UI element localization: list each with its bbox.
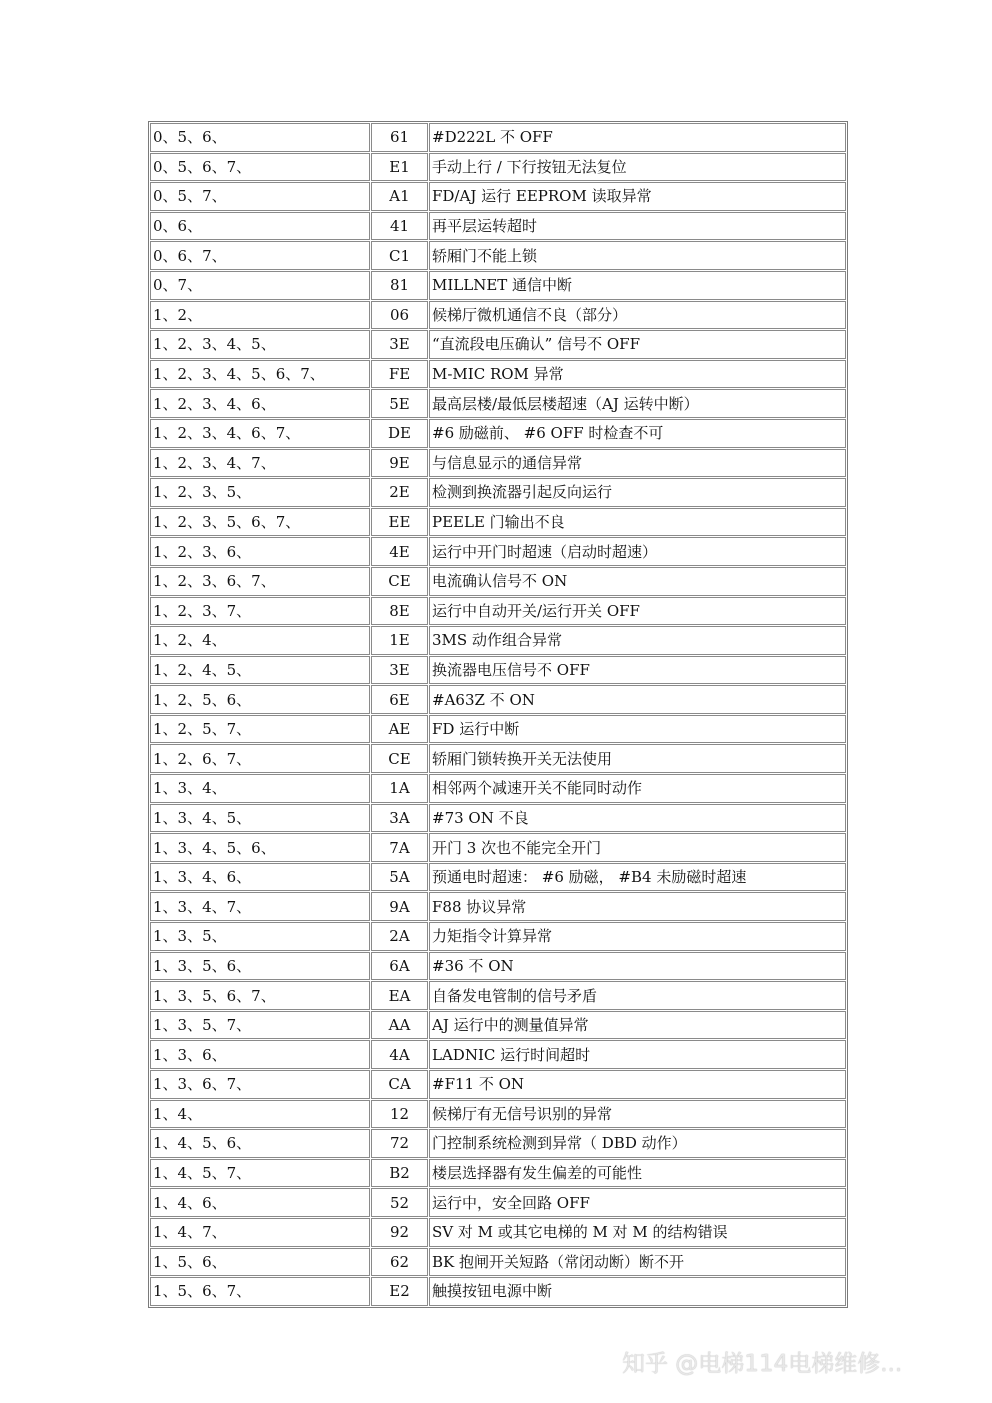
fault-code-cell: 06: [371, 301, 428, 330]
table-row: [150, 952, 846, 981]
fault-description-cell: PEELE 门输出不良: [429, 508, 846, 537]
table-row: [150, 744, 846, 773]
fault-description-cell: 电流确认信号不 ON: [429, 567, 846, 596]
fault-code-cell: 2A: [371, 922, 428, 951]
fault-code-cell: 81: [371, 271, 428, 300]
led-combination-cell: 1、3、5、6、: [150, 952, 370, 981]
fault-code-cell: 3A: [371, 804, 428, 833]
table-row: [150, 508, 846, 537]
table-row: [150, 981, 846, 1010]
table-row: [150, 1040, 846, 1069]
fault-description-cell: 力矩指令计算异常: [429, 922, 846, 951]
table-row: [150, 1218, 846, 1247]
fault-code-cell: E2: [371, 1277, 428, 1306]
fault-description-cell: 与信息显示的通信异常: [429, 449, 846, 478]
fault-description-cell: 手动上行 / 下行按钮无法复位: [429, 153, 846, 182]
led-combination-cell: 1、3、4、6、: [150, 863, 370, 892]
table-row: [150, 774, 846, 803]
table-row: [150, 1159, 846, 1188]
led-combination-cell: 1、4、5、7、: [150, 1159, 370, 1188]
fault-description-cell: AJ 运行中的测量值异常: [429, 1011, 846, 1040]
led-combination-cell: 1、2、4、5、: [150, 656, 370, 685]
fault-description-cell: 检测到换流器引起反向运行: [429, 478, 846, 507]
led-combination-cell: 0、5、6、7、: [150, 153, 370, 182]
led-combination-cell: 1、2、3、6、: [150, 537, 370, 566]
fault-description-cell: 候梯厅有无信号识别的异常: [429, 1100, 846, 1129]
table-row: [150, 656, 846, 685]
fault-description-cell: FD/AJ 运行 EEPROM 读取异常: [429, 182, 846, 211]
table-row: [150, 922, 846, 951]
fault-code-cell: 4E: [371, 537, 428, 566]
fault-description-cell: 自备发电管制的信号矛盾: [429, 981, 846, 1010]
fault-code-cell: 61: [371, 123, 428, 152]
fault-description-cell: “直流段电压确认” 信号不 OFF: [429, 330, 846, 359]
table-row: [150, 597, 846, 626]
fault-code-cell: 3E: [371, 656, 428, 685]
fault-description-cell: FD 运行中断: [429, 715, 846, 744]
led-combination-cell: 1、2、5、6、: [150, 685, 370, 714]
led-combination-cell: 0、5、7、: [150, 182, 370, 211]
led-combination-cell: 1、2、3、5、: [150, 478, 370, 507]
led-combination-cell: 1、4、5、6、: [150, 1129, 370, 1158]
led-combination-cell: 1、2、4、: [150, 626, 370, 655]
led-combination-cell: 1、2、: [150, 301, 370, 330]
table-row: [150, 833, 846, 862]
led-combination-cell: 1、5、6、7、: [150, 1277, 370, 1306]
led-combination-cell: 1、3、4、7、: [150, 892, 370, 921]
led-combination-cell: 1、3、6、: [150, 1040, 370, 1069]
fault-code-cell: A1: [371, 182, 428, 211]
led-combination-cell: 1、3、5、7、: [150, 1011, 370, 1040]
fault-code-cell: EE: [371, 508, 428, 537]
led-combination-cell: 1、2、6、7、: [150, 744, 370, 773]
table-row: [150, 478, 846, 507]
table-row: [150, 360, 846, 389]
fault-code-cell: CA: [371, 1070, 428, 1099]
led-combination-cell: 1、2、3、4、5、: [150, 330, 370, 359]
fault-code-cell: C1: [371, 241, 428, 270]
fault-code-cell: 72: [371, 1129, 428, 1158]
led-combination-cell: 1、4、6、: [150, 1188, 370, 1217]
fault-code-cell: 62: [371, 1248, 428, 1277]
fault-code-table: [148, 121, 848, 1308]
fault-code-cell: DE: [371, 419, 428, 448]
fault-description-cell: 触摸按钮电源中断: [429, 1277, 846, 1306]
table-row: [150, 537, 846, 566]
fault-description-cell: #36 不 ON: [429, 952, 846, 981]
table-row: [150, 1011, 846, 1040]
table-row: [150, 626, 846, 655]
fault-code-cell: 3E: [371, 330, 428, 359]
fault-description-cell: M-MIC ROM 异常: [429, 360, 846, 389]
led-combination-cell: 1、3、4、: [150, 774, 370, 803]
fault-code-cell: 41: [371, 212, 428, 241]
fault-description-cell: 相邻两个减速开关不能同时动作: [429, 774, 846, 803]
table-row: [150, 1277, 846, 1306]
table-row: [150, 715, 846, 744]
table-row: [150, 389, 846, 418]
fault-code-cell: 52: [371, 1188, 428, 1217]
fault-description-cell: LADNIC 运行时间超时: [429, 1040, 846, 1069]
fault-code-cell: CE: [371, 744, 428, 773]
fault-code-cell: B2: [371, 1159, 428, 1188]
table-row: [150, 182, 846, 211]
fault-description-cell: SV 对 M 或其它电梯的 M 对 M 的结构错误: [429, 1218, 846, 1247]
table-row: [150, 892, 846, 921]
led-combination-cell: 0、6、7、: [150, 241, 370, 270]
led-combination-cell: 1、3、5、6、7、: [150, 981, 370, 1010]
led-combination-cell: 1、2、3、7、: [150, 597, 370, 626]
fault-code-cell: E1: [371, 153, 428, 182]
fault-description-cell: #6 励磁前、 #6 OFF 时检查不可: [429, 419, 846, 448]
fault-code-cell: 9E: [371, 449, 428, 478]
fault-code-cell: 5E: [371, 389, 428, 418]
led-combination-cell: 1、2、3、4、6、7、: [150, 419, 370, 448]
fault-description-cell: 最高层楼/最低层楼超速（AJ 运转中断）: [429, 389, 846, 418]
fault-description-cell: 轿厢门不能上锁: [429, 241, 846, 270]
table-row: [150, 212, 846, 241]
led-combination-cell: 0、5、6、: [150, 123, 370, 152]
fault-description-cell: #F11 不 ON: [429, 1070, 846, 1099]
fault-code-cell: 7A: [371, 833, 428, 862]
fault-description-cell: BK 抱闸开关短路（常闭动断）断不开: [429, 1248, 846, 1277]
fault-code-cell: 92: [371, 1218, 428, 1247]
fault-description-cell: 运行中，安全回路 OFF: [429, 1188, 846, 1217]
led-combination-cell: 1、2、3、6、7、: [150, 567, 370, 596]
table-row: [150, 153, 846, 182]
fault-description-cell: 再平层运转超时: [429, 212, 846, 241]
fault-description-cell: 轿厢门锁转换开关无法使用: [429, 744, 846, 773]
table-row: [150, 685, 846, 714]
table-row: [150, 804, 846, 833]
led-combination-cell: 1、2、5、7、: [150, 715, 370, 744]
watermark-text: 知乎 @电梯114电梯维修...: [622, 1351, 903, 1377]
fault-description-cell: #A63Z 不 ON: [429, 685, 846, 714]
led-combination-cell: 1、2、3、4、7、: [150, 449, 370, 478]
fault-description-cell: 候梯厅微机通信不良（部分）: [429, 301, 846, 330]
table-row: [150, 271, 846, 300]
led-combination-cell: 1、3、4、5、6、: [150, 833, 370, 862]
led-combination-cell: 0、6、: [150, 212, 370, 241]
table-row: [150, 1100, 846, 1129]
led-combination-cell: 1、2、3、5、6、7、: [150, 508, 370, 537]
table-row: [150, 1070, 846, 1099]
fault-code-cell: AE: [371, 715, 428, 744]
led-combination-cell: 1、3、6、7、: [150, 1070, 370, 1099]
table-row: [150, 241, 846, 270]
fault-description-cell: 换流器电压信号不 OFF: [429, 656, 846, 685]
table-row: [150, 863, 846, 892]
fault-code-cell: 9A: [371, 892, 428, 921]
led-combination-cell: 1、4、: [150, 1100, 370, 1129]
table-row: [150, 1188, 846, 1217]
fault-description-cell: 开门 3 次也不能完全开门: [429, 833, 846, 862]
fault-code-cell: 6E: [371, 685, 428, 714]
fault-description-cell: 门控制系统检测到异常（ DBD 动作）: [429, 1129, 846, 1158]
fault-code-cell: 6A: [371, 952, 428, 981]
fault-code-cell: AA: [371, 1011, 428, 1040]
fault-description-cell: MILLNET 通信中断: [429, 271, 846, 300]
led-combination-cell: 0、7、: [150, 271, 370, 300]
led-combination-cell: 1、4、7、: [150, 1218, 370, 1247]
fault-code-cell: 2E: [371, 478, 428, 507]
fault-code-cell: 5A: [371, 863, 428, 892]
fault-description-cell: 3MS 动作组合异常: [429, 626, 846, 655]
fault-description-cell: 运行中自动开关/运行开关 OFF: [429, 597, 846, 626]
table-row: [150, 1248, 846, 1277]
led-combination-cell: 1、3、5、: [150, 922, 370, 951]
fault-code-cell: 4A: [371, 1040, 428, 1069]
fault-description-cell: 楼层选择器有发生偏差的可能性: [429, 1159, 846, 1188]
table-row: [150, 301, 846, 330]
fault-description-cell: #D222L 不 OFF: [429, 123, 846, 152]
led-combination-cell: 1、3、4、5、: [150, 804, 370, 833]
fault-description-cell: F88 协议异常: [429, 892, 846, 921]
table-body: [150, 123, 846, 1306]
led-combination-cell: 1、2、3、4、6、: [150, 389, 370, 418]
fault-code-cell: 12: [371, 1100, 428, 1129]
fault-code-cell: 8E: [371, 597, 428, 626]
fault-code-cell: EA: [371, 981, 428, 1010]
led-combination-cell: 1、5、6、: [150, 1248, 370, 1277]
table-row: [150, 330, 846, 359]
table-row: [150, 1129, 846, 1158]
table-row: [150, 567, 846, 596]
fault-code-cell: CE: [371, 567, 428, 596]
table-row: [150, 123, 846, 152]
fault-code-cell: 1A: [371, 774, 428, 803]
table-row: [150, 419, 846, 448]
fault-code-cell: 1E: [371, 626, 428, 655]
fault-description-cell: 运行中开门时超速（启动时超速）: [429, 537, 846, 566]
fault-code-cell: FE: [371, 360, 428, 389]
table-row: [150, 449, 846, 478]
led-combination-cell: 1、2、3、4、5、6、7、: [150, 360, 370, 389]
fault-description-cell: #73 ON 不良: [429, 804, 846, 833]
fault-description-cell: 预通电时超速： #6 励磁， #B4 未励磁时超速: [429, 863, 846, 892]
